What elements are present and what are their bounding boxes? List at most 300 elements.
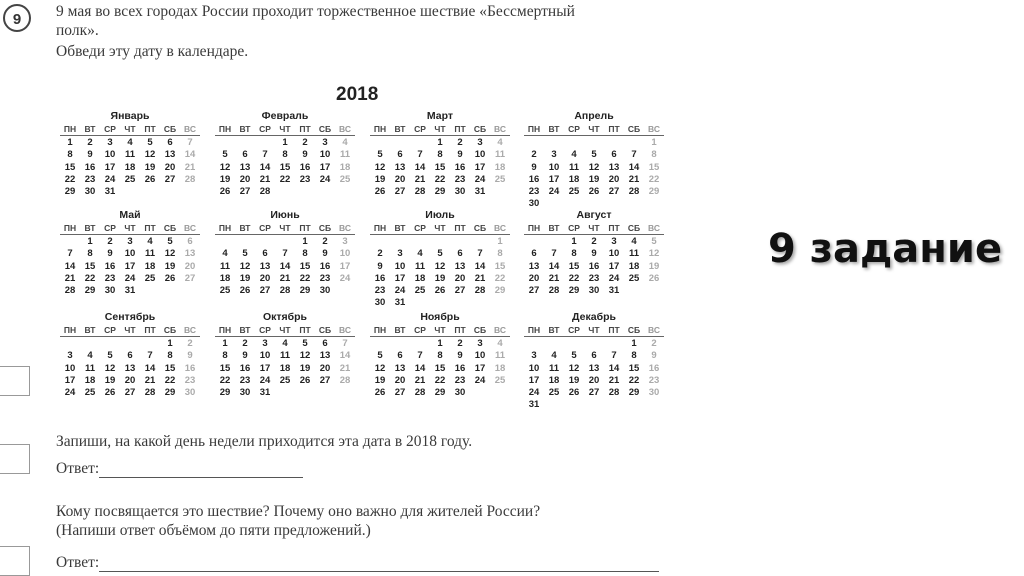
day-cell[interactable]: 4 [631,236,637,247]
day-cell[interactable]: 11 [568,161,580,173]
day-cell[interactable]: 14 [259,161,271,173]
day-cell[interactable]: 11 [124,149,136,161]
day-cell[interactable]: 22 [568,272,580,284]
day-cell[interactable]: 9 [591,248,597,260]
day-cell[interactable]: 3 [531,350,537,362]
day-cell[interactable]: 9 [107,248,113,260]
day-cell[interactable]: 7 [282,248,288,260]
day-cell[interactable]: 1 [282,137,288,148]
day-cell[interactable]: 2 [242,338,248,349]
day-cell[interactable]: 14 [608,362,620,374]
day-cell[interactable]: 24 [259,374,271,386]
day-cell[interactable]: 23 [648,374,660,386]
day-cell[interactable]: 26 [104,387,116,399]
day-cell[interactable]: 15 [299,260,311,272]
day-cell[interactable]: 4 [497,137,503,148]
day-cell[interactable]: 19 [239,272,251,284]
day-cell[interactable]: 1 [67,137,73,148]
day-cell[interactable]: 3 [611,236,617,247]
day-cell[interactable]: 20 [454,272,466,284]
day-cell[interactable]: 25 [339,173,351,185]
day-cell[interactable]: 9 [87,149,93,161]
day-cell[interactable]: 1 [631,338,637,349]
day-cell[interactable]: 24 [474,173,486,185]
day-cell[interactable]: 31 [474,186,486,198]
day-cell[interactable]: 1 [87,236,93,247]
day-cell[interactable]: 27 [454,285,466,297]
day-cell[interactable]: 8 [302,248,308,260]
day-cell[interactable]: 9 [187,350,193,362]
day-cell[interactable]: 23 [319,272,331,284]
day-cell[interactable]: 12 [434,260,446,272]
day-cell[interactable]: 22 [434,374,446,386]
day-cell[interactable]: 1 [497,236,503,247]
day-cell[interactable]: 16 [104,260,116,272]
day-cell[interactable]: 12 [648,248,660,260]
day-cell[interactable]: 23 [104,272,116,284]
day-cell[interactable]: 29 [628,387,640,399]
day-cell[interactable]: 18 [219,272,231,284]
day-cell[interactable]: 24 [104,173,116,185]
day-cell[interactable]: 3 [127,236,133,247]
day-cell[interactable]: 16 [454,362,466,374]
day-cell[interactable]: 23 [454,374,466,386]
day-cell[interactable]: 31 [104,186,116,198]
day-cell[interactable]: 22 [279,173,291,185]
day-cell[interactable]: 10 [528,362,540,374]
day-cell[interactable]: 23 [588,272,600,284]
day-cell[interactable]: 31 [124,285,136,297]
day-cell[interactable]: 17 [259,362,271,374]
day-cell[interactable]: 24 [394,285,406,297]
day-cell[interactable]: 6 [322,338,328,349]
day-cell[interactable]: 15 [628,362,640,374]
day-cell[interactable]: 5 [377,149,383,161]
day-cell[interactable]: 3 [397,248,403,260]
day-cell[interactable]: 10 [608,248,620,260]
day-cell[interactable]: 30 [528,198,540,210]
day-cell[interactable]: 25 [494,173,506,185]
task1-answer-line[interactable] [99,463,303,478]
day-cell[interactable]: 27 [239,186,251,198]
day-cell[interactable]: 20 [164,161,176,173]
day-cell[interactable]: 2 [87,137,93,148]
day-cell[interactable]: 26 [299,374,311,386]
day-cell[interactable]: 24 [319,173,331,185]
day-cell[interactable]: 20 [259,272,271,284]
day-cell[interactable]: 11 [219,260,231,272]
day-cell[interactable]: 8 [631,350,637,362]
day-cell[interactable]: 27 [164,173,176,185]
day-cell[interactable]: 29 [434,387,446,399]
day-cell[interactable]: 21 [414,173,426,185]
day-cell[interactable]: 26 [164,272,176,284]
day-cell[interactable]: 6 [457,248,463,260]
day-cell[interactable]: 12 [374,362,386,374]
day-cell[interactable]: 16 [374,272,386,284]
day-cell[interactable]: 23 [374,285,386,297]
day-cell[interactable]: 14 [279,260,291,272]
day-cell[interactable]: 15 [279,161,291,173]
day-cell[interactable]: 17 [394,272,406,284]
day-cell[interactable]: 16 [184,362,196,374]
day-cell[interactable]: 28 [279,285,291,297]
day-cell[interactable]: 26 [588,186,600,198]
day-cell[interactable]: 10 [124,248,136,260]
day-cell[interactable]: 6 [127,350,133,362]
day-cell[interactable]: 14 [144,362,156,374]
day-cell[interactable]: 22 [299,272,311,284]
day-cell[interactable]: 19 [374,173,386,185]
day-cell[interactable]: 7 [342,338,348,349]
day-cell[interactable]: 30 [454,387,466,399]
day-cell[interactable]: 30 [374,297,386,309]
day-cell[interactable]: 7 [262,149,268,161]
day-cell[interactable]: 3 [477,338,483,349]
day-cell[interactable]: 5 [302,338,308,349]
day-cell[interactable]: 16 [454,161,466,173]
day-cell[interactable]: 14 [414,362,426,374]
day-cell[interactable]: 4 [87,350,93,362]
day-cell[interactable]: 20 [588,374,600,386]
day-cell[interactable]: 12 [299,350,311,362]
day-cell[interactable]: 18 [548,374,560,386]
day-cell[interactable]: 7 [147,350,153,362]
day-cell[interactable]: 1 [437,338,443,349]
day-cell[interactable]: 4 [222,248,228,260]
day-cell[interactable]: 31 [259,387,271,399]
day-cell[interactable]: 23 [239,374,251,386]
day-cell[interactable]: 17 [474,161,486,173]
day-cell[interactable]: 13 [319,350,331,362]
day-cell[interactable]: 28 [608,387,620,399]
day-cell[interactable]: 12 [588,161,600,173]
day-cell[interactable]: 23 [84,173,96,185]
day-cell[interactable]: 26 [374,387,386,399]
day-cell[interactable]: 19 [164,260,176,272]
day-cell[interactable]: 14 [64,260,76,272]
day-cell[interactable]: 18 [628,260,640,272]
day-cell[interactable]: 6 [262,248,268,260]
day-cell[interactable]: 5 [147,137,153,148]
day-cell[interactable]: 19 [104,374,116,386]
day-cell[interactable]: 9 [531,161,537,173]
day-cell[interactable]: 28 [64,285,76,297]
day-cell[interactable]: 21 [339,362,351,374]
day-cell[interactable]: 19 [648,260,660,272]
day-cell[interactable]: 18 [494,362,506,374]
day-cell[interactable]: 6 [187,236,193,247]
day-cell[interactable]: 12 [568,362,580,374]
day-cell[interactable]: 19 [568,374,580,386]
day-cell[interactable]: 9 [322,248,328,260]
day-cell[interactable]: 23 [299,173,311,185]
day-cell[interactable]: 19 [434,272,446,284]
day-cell[interactable]: 7 [417,350,423,362]
day-cell[interactable]: 28 [628,186,640,198]
day-cell[interactable]: 25 [628,272,640,284]
day-cell[interactable]: 18 [84,374,96,386]
day-cell[interactable]: 5 [377,350,383,362]
day-cell[interactable]: 22 [494,272,506,284]
day-cell[interactable]: 20 [528,272,540,284]
day-cell[interactable]: 17 [104,161,116,173]
day-cell[interactable]: 27 [394,387,406,399]
day-cell[interactable]: 25 [124,173,136,185]
day-cell[interactable]: 22 [84,272,96,284]
day-cell[interactable]: 9 [302,149,308,161]
day-cell[interactable]: 26 [434,285,446,297]
day-cell[interactable]: 21 [279,272,291,284]
day-cell[interactable]: 20 [124,374,136,386]
day-cell[interactable]: 24 [608,272,620,284]
day-cell[interactable]: 14 [474,260,486,272]
day-cell[interactable]: 15 [84,260,96,272]
day-cell[interactable]: 20 [319,362,331,374]
day-cell[interactable]: 25 [144,272,156,284]
day-cell[interactable]: 1 [571,236,577,247]
day-cell[interactable]: 25 [548,387,560,399]
day-cell[interactable]: 6 [242,149,248,161]
day-cell[interactable]: 12 [219,161,231,173]
day-cell[interactable]: 25 [279,374,291,386]
day-cell[interactable]: 4 [147,236,153,247]
day-cell[interactable]: 11 [548,362,560,374]
day-cell[interactable]: 11 [628,248,640,260]
day-cell[interactable]: 18 [568,173,580,185]
day-cell[interactable]: 21 [474,272,486,284]
day-cell[interactable]: 30 [104,285,116,297]
day-cell[interactable]: 18 [414,272,426,284]
day-cell[interactable]: 14 [414,161,426,173]
day-cell[interactable]: 27 [319,374,331,386]
day-cell[interactable]: 30 [588,285,600,297]
day-cell[interactable]: 11 [279,350,291,362]
day-cell[interactable]: 26 [648,272,660,284]
day-cell[interactable]: 21 [64,272,76,284]
day-cell[interactable]: 2 [187,338,193,349]
day-cell[interactable]: 12 [104,362,116,374]
day-cell[interactable]: 13 [259,260,271,272]
day-cell[interactable]: 6 [611,149,617,161]
day-cell[interactable]: 28 [414,387,426,399]
day-cell[interactable]: 17 [339,260,351,272]
day-cell[interactable]: 21 [548,272,560,284]
day-cell[interactable]: 17 [64,374,76,386]
day-cell[interactable]: 11 [84,362,96,374]
day-cell[interactable]: 17 [474,362,486,374]
day-cell[interactable]: 27 [588,387,600,399]
day-cell[interactable]: 31 [528,399,540,411]
day-cell[interactable]: 17 [124,260,136,272]
day-cell[interactable]: 2 [591,236,597,247]
day-cell[interactable]: 23 [184,374,196,386]
day-cell[interactable]: 15 [64,161,76,173]
day-cell[interactable]: 10 [104,149,116,161]
day-cell[interactable]: 3 [342,236,348,247]
day-cell[interactable]: 31 [608,285,620,297]
day-cell[interactable]: 22 [434,173,446,185]
task2-answer-line[interactable] [99,557,659,572]
day-cell[interactable]: 20 [184,260,196,272]
day-cell[interactable]: 7 [631,149,637,161]
day-cell[interactable]: 23 [528,186,540,198]
day-cell[interactable]: 1 [437,137,443,148]
day-cell[interactable]: 11 [144,248,156,260]
day-cell[interactable]: 15 [434,362,446,374]
day-cell[interactable]: 18 [124,161,136,173]
day-cell[interactable]: 27 [184,272,196,284]
day-cell[interactable]: 25 [414,285,426,297]
day-cell[interactable]: 27 [608,186,620,198]
day-cell[interactable]: 28 [259,186,271,198]
day-cell[interactable]: 2 [531,149,537,161]
day-cell[interactable]: 27 [259,285,271,297]
day-cell[interactable]: 21 [628,173,640,185]
day-cell[interactable]: 13 [588,362,600,374]
day-cell[interactable]: 15 [219,362,231,374]
day-cell[interactable]: 11 [494,350,506,362]
day-cell[interactable]: 8 [167,350,173,362]
day-cell[interactable]: 22 [628,374,640,386]
day-cell[interactable]: 1 [651,137,657,148]
day-cell[interactable]: 2 [651,338,657,349]
day-cell[interactable]: 29 [219,387,231,399]
day-cell[interactable]: 21 [184,161,196,173]
day-cell[interactable]: 28 [339,374,351,386]
day-cell[interactable]: 5 [222,149,228,161]
day-cell[interactable]: 29 [434,186,446,198]
day-cell[interactable]: 16 [84,161,96,173]
day-cell[interactable]: 29 [164,387,176,399]
day-cell[interactable]: 21 [259,173,271,185]
day-cell[interactable]: 25 [219,285,231,297]
day-cell[interactable]: 27 [124,387,136,399]
day-cell[interactable]: 24 [124,272,136,284]
day-cell[interactable]: 10 [474,149,486,161]
day-cell[interactable]: 27 [394,186,406,198]
day-cell[interactable]: 6 [397,350,403,362]
day-cell[interactable]: 17 [528,374,540,386]
day-cell[interactable]: 13 [394,161,406,173]
day-cell[interactable]: 8 [437,149,443,161]
day-cell[interactable]: 25 [494,374,506,386]
day-cell[interactable]: 1 [302,236,308,247]
day-cell[interactable]: 6 [531,248,537,260]
day-cell[interactable]: 30 [84,186,96,198]
day-cell[interactable]: 6 [397,149,403,161]
day-cell[interactable]: 8 [87,248,93,260]
day-cell[interactable]: 24 [474,374,486,386]
day-cell[interactable]: 16 [299,161,311,173]
day-cell[interactable]: 25 [84,387,96,399]
day-cell[interactable]: 9 [242,350,248,362]
day-cell[interactable]: 5 [437,248,443,260]
day-cell[interactable]: 5 [591,149,597,161]
day-cell[interactable]: 5 [107,350,113,362]
day-cell[interactable]: 13 [239,161,251,173]
day-cell[interactable]: 3 [262,338,268,349]
day-cell[interactable]: 8 [497,248,503,260]
day-cell[interactable]: 10 [339,248,351,260]
day-cell[interactable]: 18 [339,161,351,173]
day-cell[interactable]: 12 [374,161,386,173]
day-cell[interactable]: 5 [242,248,248,260]
day-cell[interactable]: 10 [259,350,271,362]
day-cell[interactable]: 28 [548,285,560,297]
day-cell[interactable]: 7 [67,248,73,260]
day-cell[interactable]: 5 [167,236,173,247]
day-cell[interactable]: 10 [64,362,76,374]
day-cell[interactable]: 3 [551,149,557,161]
day-cell[interactable]: 1 [222,338,228,349]
day-cell[interactable]: 22 [164,374,176,386]
day-cell[interactable]: 16 [528,173,540,185]
day-cell[interactable]: 9 [457,350,463,362]
day-cell[interactable]: 15 [434,161,446,173]
day-cell[interactable]: 16 [239,362,251,374]
day-cell[interactable]: 24 [339,272,351,284]
day-cell[interactable]: 21 [144,374,156,386]
day-cell[interactable]: 17 [608,260,620,272]
day-cell[interactable]: 20 [394,173,406,185]
day-cell[interactable]: 20 [608,173,620,185]
day-cell[interactable]: 7 [611,350,617,362]
day-cell[interactable]: 11 [414,260,426,272]
day-cell[interactable]: 26 [568,387,580,399]
day-cell[interactable]: 9 [377,260,383,272]
day-cell[interactable]: 15 [568,260,580,272]
day-cell[interactable]: 16 [648,362,660,374]
day-cell[interactable]: 9 [457,149,463,161]
day-cell[interactable]: 26 [374,186,386,198]
day-cell[interactable]: 10 [394,260,406,272]
day-cell[interactable]: 13 [184,248,196,260]
day-cell[interactable]: 23 [454,173,466,185]
day-cell[interactable]: 2 [377,248,383,260]
day-cell[interactable]: 9 [651,350,657,362]
day-cell[interactable]: 15 [648,161,660,173]
day-cell[interactable]: 2 [107,236,113,247]
day-cell[interactable]: 14 [548,260,560,272]
day-cell[interactable]: 13 [124,362,136,374]
day-cell[interactable]: 13 [528,260,540,272]
day-cell[interactable]: 6 [167,137,173,148]
day-cell[interactable]: 2 [302,137,308,148]
day-cell[interactable]: 25 [568,186,580,198]
day-cell[interactable]: 30 [184,387,196,399]
day-cell[interactable]: 29 [299,285,311,297]
day-cell[interactable]: 12 [144,149,156,161]
day-cell[interactable]: 8 [571,248,577,260]
day-cell[interactable]: 4 [342,137,348,148]
day-cell[interactable]: 8 [437,350,443,362]
day-cell[interactable]: 13 [454,260,466,272]
day-cell[interactable]: 30 [319,285,331,297]
day-cell[interactable]: 11 [339,149,351,161]
day-cell[interactable]: 12 [164,248,176,260]
day-cell[interactable]: 7 [417,149,423,161]
day-cell[interactable]: 13 [394,362,406,374]
day-cell[interactable]: 24 [64,387,76,399]
day-cell[interactable]: 3 [107,137,113,148]
day-cell[interactable]: 27 [528,285,540,297]
day-cell[interactable]: 19 [144,161,156,173]
day-cell[interactable]: 8 [651,149,657,161]
day-cell[interactable]: 4 [551,350,557,362]
day-cell[interactable]: 21 [608,374,620,386]
day-cell[interactable]: 14 [339,350,351,362]
